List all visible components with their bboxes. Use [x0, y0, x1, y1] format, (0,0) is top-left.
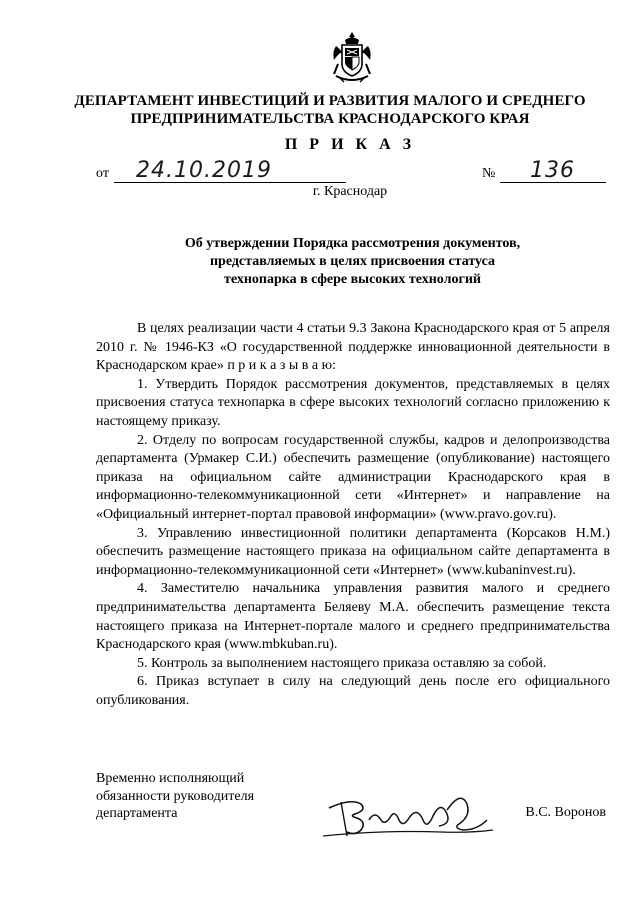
body-paragraph-6: 6. Приказ вступает в силу на следующий день после его официального опубликования.: [96, 674, 610, 708]
department-name: [60, 92, 600, 128]
number-label: №: [482, 166, 496, 181]
date-label: от: [96, 166, 109, 181]
department-name-line-2: ПРЕДПРИНИМАТЕЛЬСТВА КРАСНОДАРСКОГО КРАЯ: [130, 111, 530, 127]
body-paragraph-4: 4. Заместителю начальника управления развития малого и среднего предпринимательства департамента Беляеву М.А. обеспечить размещение текста настоящего приказа на Интернет-портале малого и среднего предпринимательства Краснодарского края (www.mbkuban.ru).: [96, 581, 610, 653]
body-paragraph-3: 3. Управлению инвестиционной политики департамента (Корсаков Н.М.) обеспечить размещение настоящего приказа на официальном сайте департамента в информационно-телекоммуникационной сети «Интернет» (www.kubaninvest.ru).: [96, 525, 610, 578]
coat-of-arms-emblem: [330, 30, 374, 85]
body-paragraph-5: 5. Контроль за выполнением настоящего приказа оставляю за собой.: [137, 655, 547, 671]
date-value-handwritten: 24.10.2019: [136, 158, 272, 183]
signatory-position-line-2: обязанности руководителя: [96, 788, 255, 804]
number-value-handwritten: 136: [530, 158, 575, 183]
signatory-name: В.С. Воронов: [525, 805, 606, 820]
document-type-title: П Р И К А З: [284, 136, 416, 153]
handwritten-signature: [321, 780, 501, 842]
date-number-row: [96, 158, 606, 186]
body-paragraph-1: 1. Утвердить Порядок рассмотрения документов, представляемых в целях присвоения статуса технопарка в сфере высоких технологий согласно приложению к настоящему приказу.: [96, 376, 610, 429]
signatory-position-line-1: Временно исполняющий: [96, 771, 245, 786]
signatory-position-line-3: департамента: [96, 806, 178, 821]
signature-block: [96, 770, 610, 840]
document-body: [96, 320, 610, 710]
subject-line-2: представляемых в целях присвоения статуса: [209, 254, 496, 269]
department-name-line-1: ДЕПАРТАМЕНТ ИНВЕСТИЦИЙ И РАЗВИТИЯ МАЛОГО И СРЕДНЕГО: [74, 93, 586, 109]
city: г. Краснодар: [312, 184, 388, 199]
body-paragraph-preamble: В целях реализации части 4 статьи 9.3 Закона Краснодарского края от 5 апреля 2010 г. № 1946-КЗ «О государственной поддержке инновационной деятельности в Краснодарском крае» п р и к а з ы в а ю:: [96, 321, 610, 374]
document-subject: [100, 235, 605, 289]
subject-line-3: технопарка в сфере высоких технологий: [224, 272, 481, 287]
subject-line-1: Об утверждении Порядка рассмотрения документов,: [184, 236, 521, 251]
body-paragraph-2: 2. Отделу по вопросам государственной службы, кадров и делопроизводства департамента (Урмакер С.И.) обеспечить размещение (опубликование) настоящего приказа на официальном сайте администрации Краснодарского края в информационно-телекоммуникационной сети «Интернет» и направление на «Официальный интернет-портал правовой информации» (www.pravo.gov.ru).: [96, 432, 610, 522]
